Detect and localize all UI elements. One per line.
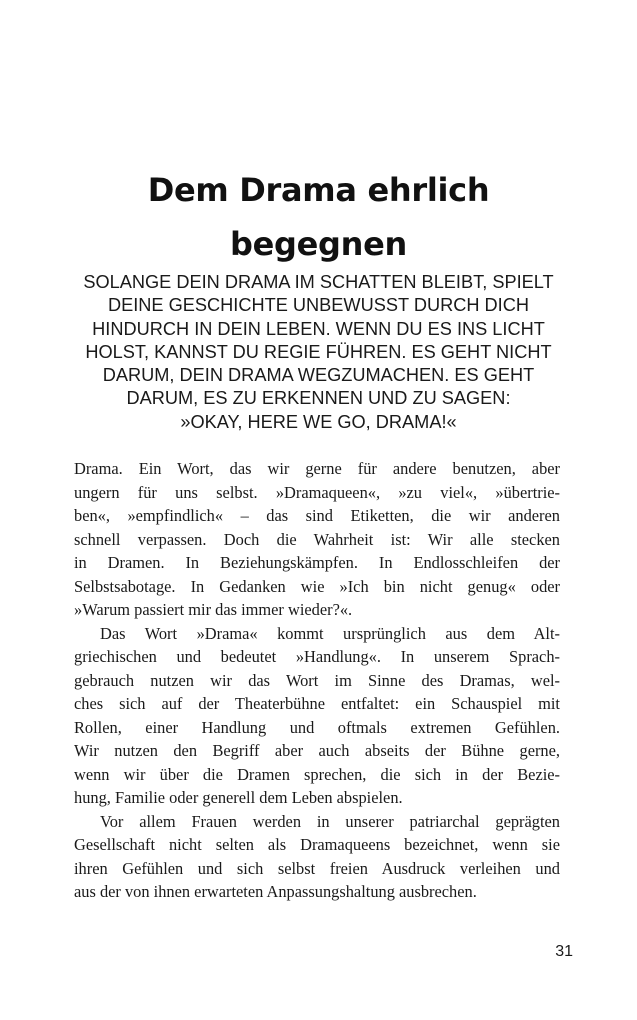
chapter-title — [60, 163, 577, 271]
chapter-intro — [60, 271, 577, 434]
body-line: wenn wir über die Dramen sprechen, die sich in der Bezie- — [74, 764, 560, 784]
body-line: Drama. Ein Wort, das wir gerne für andere benutzen, aber — [74, 459, 560, 478]
body-line: ungern für uns selbst. »Dramaqueen«, »zu viel«, »übertrie- — [74, 482, 560, 502]
body-text — [74, 457, 560, 904]
intro-line: DARUM, DEIN DRAMA WEGZUMACHEN. ES GEHT — [102, 365, 535, 386]
intro-line: HINDURCH IN DEIN LEBEN. WENN DU ES INS LICHT — [92, 318, 545, 339]
intro-line: DEINE GESCHICHTE UNBEWUSST DURCH DICH — [107, 295, 530, 316]
intro-line: DARUM, ES ZU ERKENNEN UND ZU SAGEN: — [126, 388, 511, 409]
intro-line: HOLST, KANNST DU REGIE FÜHREN. ES GEHT NICHT — [85, 341, 552, 362]
body-line: Wir nutzen den Begriff aber auch abseits der Bühne gerne, — [74, 741, 560, 760]
page-number: 31 — [555, 943, 573, 960]
body-line: griechischen und bedeutet »Handlung«. In unserem Sprach- — [74, 647, 560, 666]
body-line: hung, Familie oder generell dem Leben abspielen. — [74, 788, 403, 807]
body-line: ches sich auf der Theaterbühne entfaltet: ein Schauspiel mit — [74, 694, 560, 713]
body-line: Das Wort »Drama« kommt ursprünglich aus dem Alt- — [100, 623, 560, 643]
body-line: schnell verpassen. Doch die Wahrheit ist: Wir alle stecken — [74, 529, 560, 549]
body-line: ben«, »empfindlich« – das sind Etiketten, die wir anderen — [74, 506, 560, 525]
body-line: Rollen, einer Handlung und oftmals extremen Gefühlen. — [74, 717, 560, 737]
chapter-title-line: begegnen — [230, 225, 407, 264]
body-line: aus der von ihnen erwarteten Anpassungshaltung ausbrechen. — [74, 882, 477, 901]
body-line: Vor allem Frauen werden in unserer patriarchal geprägten — [100, 811, 560, 831]
body-line: Selbstsabotage. In Gedanken wie »Ich bin nicht genug« oder — [74, 576, 560, 596]
body-line: »Warum passiert mir das immer wieder?«. — [74, 600, 353, 619]
chapter-title-line: Dem Drama ehrlich — [147, 171, 490, 210]
body-line: ihren Gefühlen und sich selbst freien Ausdruck verleihen und — [74, 858, 560, 878]
body-line: Gesellschaft nicht selten als Dramaqueens bezeichnet, wenn sie — [74, 835, 560, 854]
body-line: gebrauch nutzen wir das Wort im Sinne des Dramas, wel- — [74, 670, 560, 690]
body-line: in Dramen. In Beziehungskämpfen. In Endlosschleifen der — [74, 553, 560, 572]
intro-line: »OKAY, HERE WE GO, DRAMA!« — [180, 411, 457, 432]
intro-line: SOLANGE DEIN DRAMA IM SCHATTEN BLEIBT, SPIELT — [83, 272, 554, 292]
